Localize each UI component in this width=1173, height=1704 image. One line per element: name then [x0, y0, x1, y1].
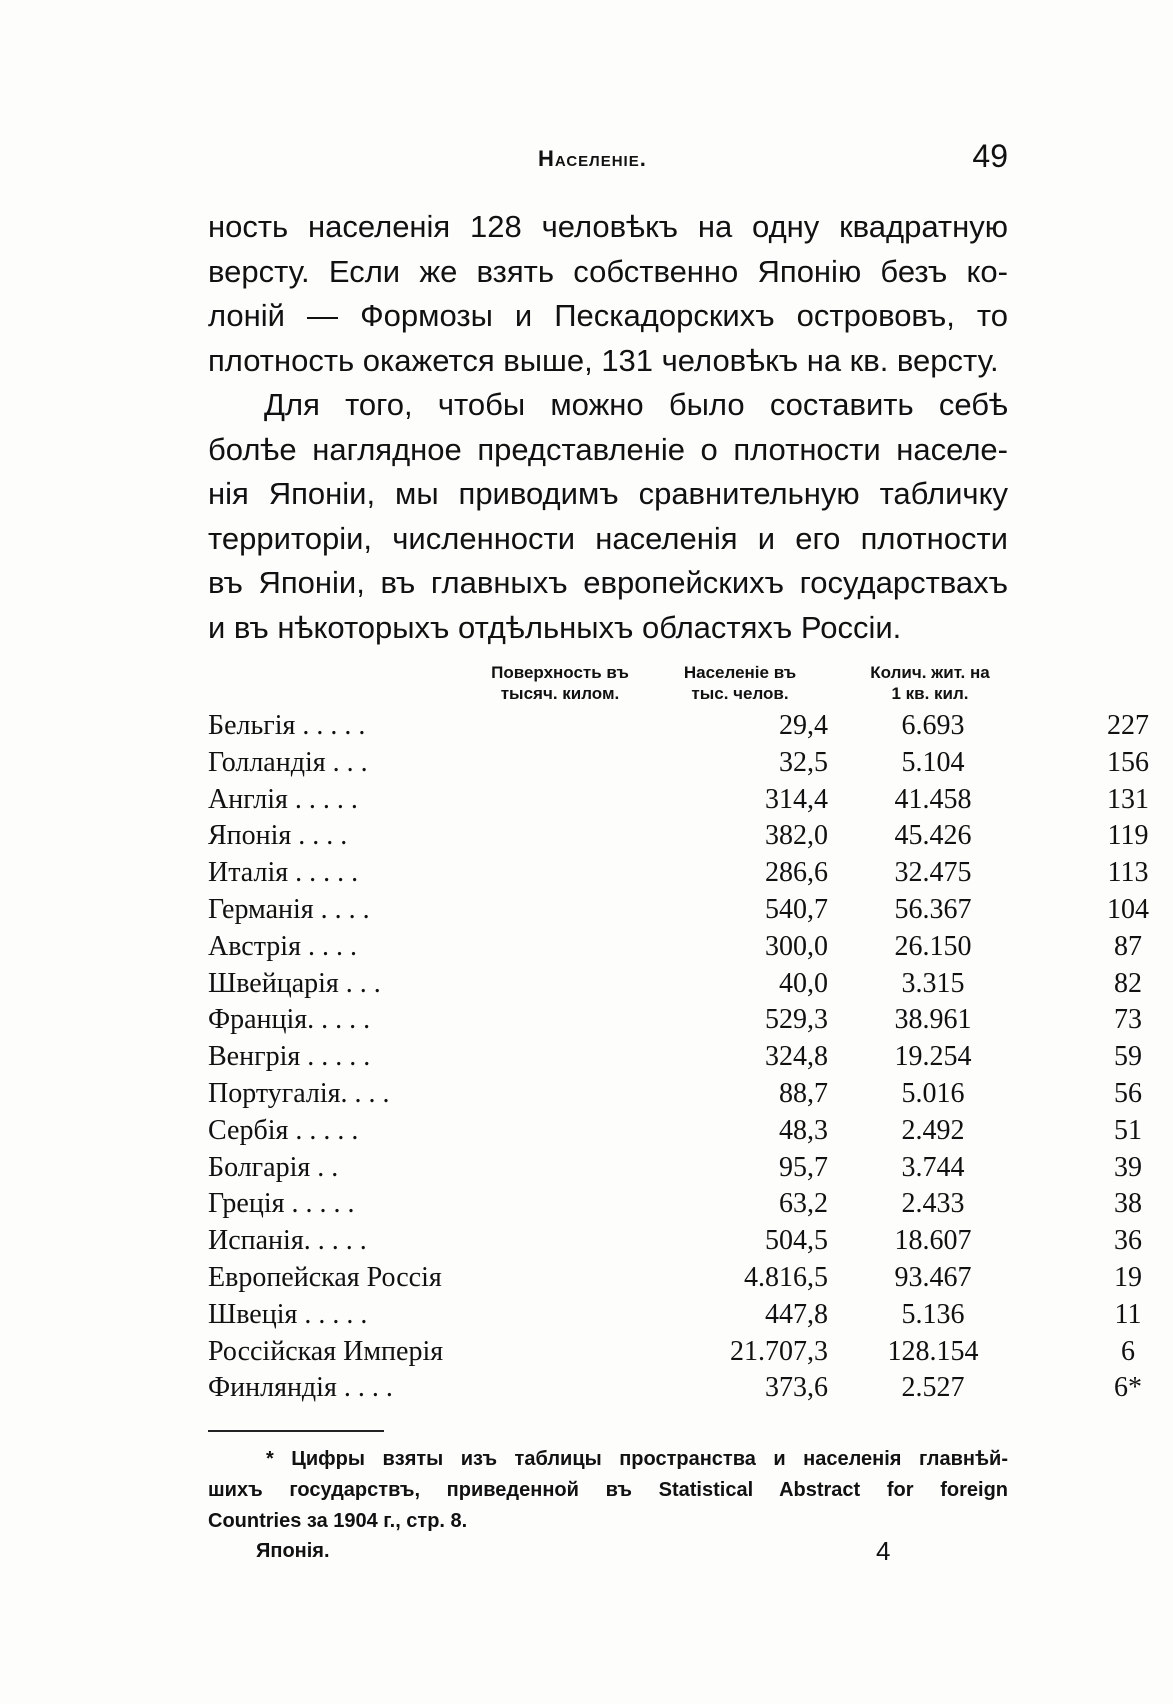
table-row: [208, 1150, 1142, 1187]
row-area: 314,4: [765, 783, 828, 815]
row-density: 119: [1107, 820, 1149, 852]
row-country: Португалія. . . .: [208, 1077, 390, 1109]
row-density: 19: [1114, 1261, 1142, 1293]
row-density: 56: [1114, 1077, 1142, 1109]
row-area: 447,8: [765, 1298, 828, 1330]
table-row: [208, 966, 1142, 1003]
row-area: 286,6: [765, 857, 828, 889]
body-line: территоріи, численности населенія и его плотности: [208, 520, 1008, 556]
statistics-table: [208, 708, 1149, 1407]
running-head: [208, 138, 1008, 178]
footnote-rule: [208, 1430, 384, 1432]
signature-line: [256, 1536, 956, 1570]
row-density: 6*: [1114, 1372, 1142, 1404]
row-area: 529,3: [765, 1004, 828, 1036]
table-row: [208, 892, 1149, 929]
header-area: Поверхность въ тысяч. килом.: [491, 663, 629, 703]
row-density: 6: [1121, 1335, 1135, 1367]
footnote-line: Countries за 1904 г., стр. 8.: [208, 1510, 468, 1532]
row-density: 227: [1107, 710, 1149, 741]
row-country: Испанія. . . . .: [208, 1225, 367, 1257]
row-area: 21.707,3: [730, 1335, 828, 1367]
row-population: 6.693: [901, 710, 965, 741]
row-population: 5.104: [901, 746, 965, 778]
row-population: 3.315: [901, 967, 965, 999]
body-line: плотность окажется выше, 131 человѣкъ на кв. версту.: [208, 342, 999, 378]
row-country: Венгрія . . . . .: [208, 1041, 371, 1073]
row-country: Бельгія . . . . .: [208, 710, 366, 741]
row-area: 29,4: [779, 710, 828, 741]
body-line: и въ нѣкоторыхъ отдѣльныхъ областяхъ Россіи.: [208, 609, 902, 645]
table-row: [208, 1223, 1142, 1260]
row-country: Швеція . . . . .: [208, 1298, 368, 1330]
row-population: 19.254: [894, 1041, 972, 1073]
row-country: Швейцарія . . .: [208, 967, 381, 999]
row-country: Франція. . . . .: [208, 1004, 371, 1036]
body-line: версту. Если же взять собственно Японію безъ ко-: [208, 253, 1008, 289]
row-population: 26.150: [894, 930, 972, 962]
body-line: нія Японіи, мы приводимъ сравнительную табличку: [208, 476, 1008, 511]
table-row: [208, 708, 1149, 745]
header-population: Населеніе въ тыс. челов.: [683, 663, 797, 703]
body-line: болѣе наглядное представленіе о плотности населе-: [208, 431, 1008, 467]
row-population: 2.433: [901, 1188, 965, 1220]
table-row: [208, 1113, 1142, 1150]
row-area: 48,3: [779, 1114, 828, 1146]
row-country: Сербія . . . . .: [208, 1114, 359, 1146]
row-country: Италія . . . . .: [208, 857, 359, 889]
row-area: 63,2: [779, 1188, 828, 1220]
page-number: 49: [972, 138, 1008, 174]
row-density: 73: [1114, 1004, 1142, 1036]
body-line: въ Японіи, въ главныхъ европейскихъ государствахъ: [208, 565, 1008, 600]
row-area: 88,7: [779, 1077, 828, 1109]
row-population: 93.467: [894, 1261, 972, 1293]
row-area: 540,7: [765, 893, 828, 925]
row-country: Голландія . . .: [208, 746, 368, 778]
row-population: 18.607: [894, 1225, 972, 1257]
row-density: 113: [1107, 857, 1149, 889]
body-line: Для того, чтобы можно было составить себѣ: [264, 387, 1008, 422]
footnote-line: * Цифры взяты изъ таблицы пространства и населенія главнѣй-: [266, 1448, 1008, 1470]
row-population: 41.458: [894, 783, 972, 815]
row-area: 32,5: [779, 746, 828, 778]
row-country: Финляндія . . . .: [208, 1372, 393, 1404]
row-population: 3.744: [901, 1151, 965, 1183]
row-population: 38.961: [894, 1004, 972, 1036]
row-population: 2.527: [901, 1372, 965, 1404]
row-density: 156: [1107, 746, 1149, 778]
table-row: [208, 1260, 1142, 1297]
footnote-line: шихъ государствъ, приведенной въ Statistical Abstract for foreign: [208, 1479, 1008, 1501]
body-line: лоній — Формозы и Пескадорскихъ острововъ, то: [208, 298, 1008, 333]
row-country: Болгарія . .: [208, 1151, 339, 1183]
row-area: 373,6: [765, 1372, 828, 1404]
table-row: [208, 782, 1149, 819]
row-density: 11: [1114, 1298, 1142, 1330]
row-area: 95,7: [779, 1151, 828, 1183]
row-density: 38: [1114, 1188, 1142, 1220]
row-population: 128.154: [887, 1335, 979, 1367]
table-row: [208, 818, 1149, 855]
row-population: 2.492: [901, 1114, 965, 1146]
table-header: [470, 662, 1030, 708]
row-area: 40,0: [779, 967, 828, 999]
row-country: Греція . . . . .: [208, 1188, 355, 1220]
row-country: Англія . . . . .: [208, 783, 358, 815]
row-country: Европейская Россія: [208, 1261, 442, 1293]
row-country: Германія . . . .: [208, 893, 370, 925]
row-density: 51: [1114, 1114, 1142, 1146]
row-density: 82: [1114, 967, 1142, 999]
row-density: 36: [1114, 1225, 1142, 1257]
row-population: 56.367: [894, 893, 972, 925]
signature-number: 4: [876, 1536, 891, 1566]
row-population: 32.475: [894, 857, 972, 889]
row-density: 87: [1114, 930, 1142, 962]
table-row: [208, 1076, 1142, 1113]
table-row: [208, 1334, 1135, 1371]
body-line: ность населенія 128 человѣкъ на одну квадратную: [208, 209, 1008, 244]
row-country: Россійская Имперія: [208, 1335, 444, 1367]
table-row: [208, 855, 1149, 892]
row-population: 5.016: [901, 1077, 965, 1109]
table-row: [208, 1039, 1142, 1076]
footnote: [208, 1444, 1008, 1537]
table-row: [208, 1186, 1142, 1223]
running-head-title: Населеніе.: [538, 146, 647, 171]
row-population: 45.426: [894, 820, 972, 852]
row-area: 504,5: [765, 1225, 828, 1257]
row-area: 300,0: [765, 930, 828, 962]
row-density: 39: [1114, 1151, 1142, 1183]
row-area: 324,8: [765, 1041, 828, 1073]
signature-label: Японія.: [256, 1540, 330, 1562]
row-area: 382,0: [765, 820, 828, 852]
row-density: 59: [1114, 1041, 1142, 1073]
table-row: [208, 1002, 1142, 1039]
row-population: 5.136: [901, 1298, 965, 1330]
table-row: [208, 929, 1142, 966]
row-country: Австрія . . . .: [208, 930, 357, 962]
row-area: 4.816,5: [744, 1261, 828, 1293]
table-row: [208, 1297, 1142, 1334]
row-density: 131: [1107, 783, 1149, 815]
row-country: Японія . . . .: [208, 820, 348, 852]
header-density: Колич. жит. на 1 кв. кил.: [870, 663, 990, 703]
row-density: 104: [1107, 893, 1149, 925]
table-row: [208, 745, 1149, 782]
body-paragraphs: [208, 205, 1008, 650]
table-row: [208, 1370, 1142, 1407]
